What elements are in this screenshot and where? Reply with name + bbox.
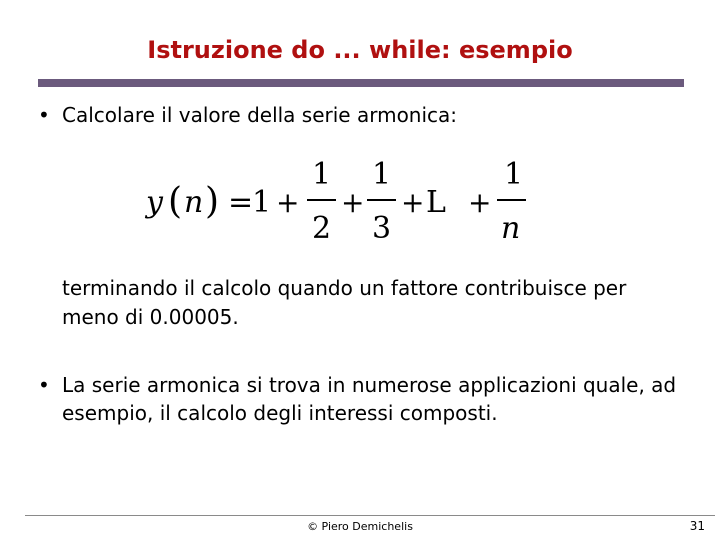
formula-frac1-num: 1 bbox=[312, 157, 332, 192]
formula-lhs-open: ( bbox=[168, 181, 183, 222]
bullet-item-1 bbox=[30, 101, 702, 129]
formula-frac2-num: 1 bbox=[372, 157, 392, 192]
slide-title: Istruzione do ... while: esempio bbox=[147, 36, 573, 64]
formula-ellipsis: L bbox=[426, 185, 446, 220]
formula-frac1-den: 2 bbox=[312, 211, 332, 246]
formula-term-1: 1 bbox=[252, 185, 272, 220]
bullet-text-1: Calcolare il valore della serie armonica: bbox=[62, 103, 458, 127]
bullet-item-2 bbox=[30, 371, 702, 427]
formula-lhs-close: ) bbox=[205, 181, 220, 222]
harmonic-series-formula bbox=[142, 156, 542, 248]
formula-lhs-func: y bbox=[146, 185, 163, 220]
formula-plus-2: + bbox=[341, 186, 365, 219]
formula-equals: = bbox=[228, 185, 254, 220]
formula-frac3-num: 1 bbox=[504, 157, 524, 192]
footer-divider bbox=[25, 515, 715, 516]
formula-lhs-var: n bbox=[184, 185, 204, 220]
title-divider bbox=[38, 79, 684, 87]
formula-frac3-den: n bbox=[501, 211, 521, 246]
formula-plus-4: + bbox=[468, 186, 492, 219]
continuation-text: terminando il calcolo quando un fattore contribuisce per meno di 0.00005. bbox=[62, 276, 627, 329]
formula-plus-3: + bbox=[401, 186, 425, 219]
footer-credit: © Piero Demichelis bbox=[307, 520, 413, 533]
bullet-text-2: La serie armonica si trova in numerose applicazioni quale, ad esempio, il calcolo degli interessi composti. bbox=[62, 373, 677, 425]
formula-frac2-den: 3 bbox=[372, 211, 392, 246]
page-number: 31 bbox=[689, 519, 705, 533]
bullet-icon: • bbox=[38, 373, 50, 397]
bullet-icon: • bbox=[38, 103, 50, 127]
formula-plus-1: + bbox=[276, 186, 300, 219]
